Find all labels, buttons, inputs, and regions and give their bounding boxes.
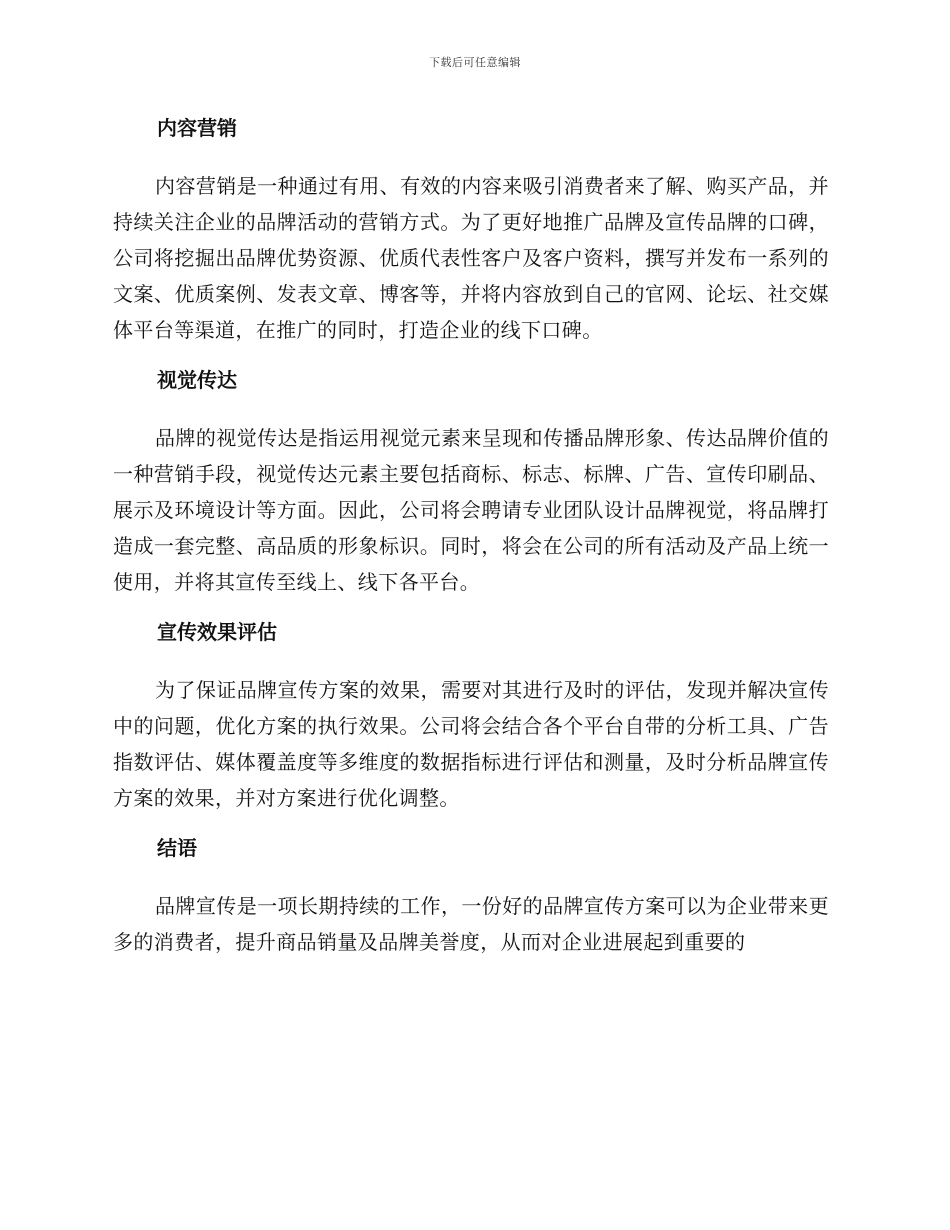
section-paragraph: 品牌宣传是一项长期持续的工作，一份好的品牌宣传方案可以为企业带来更多的消费者，提升商品销量及品牌美誉度，从而对企业进展起到重要的: [113, 894, 829, 954]
section-heading: 内容营销: [157, 116, 237, 140]
section-conclusion: [113, 830, 829, 960]
section-heading: 视觉传达: [157, 368, 237, 392]
page-header-note: 下载后可任意编辑: [429, 56, 521, 69]
section-paragraph: 品牌的视觉传达是指运用视觉元素来呈现和传播品牌形象、传达品牌价值的一种营销手段，视觉传达元素主要包括商标、标志、标牌、广告、宣传印刷品、展示及环境设计等方面。因此，公司将会聘请专业团队设计品牌视觉，将品牌打造成一套完整、高品质的形象标识。同时，将会在公司的所有活动及产品上统一使用，并将其宣传至线上、线下各平台。: [113, 426, 829, 594]
document-content: [113, 110, 829, 960]
section-visual-communication: [113, 362, 829, 600]
section-content-marketing: [113, 110, 829, 348]
section-paragraph: 内容营销是一种通过有用、有效的内容来吸引消费者来了解、购买产品，并持续关注企业的品牌活动的营销方式。为了更好地推广品牌及宣传品牌的口碑，公司将挖掘出品牌优势资源、优质代表性客户及客户资料，撰写并发布一系列的文案、优质案例、发表文章、博客等，并将内容放到自己的官网、论坛、社交媒体平台等渠道，在推广的同时，打造企业的线下口碑。: [113, 174, 829, 342]
section-paragraph: 为了保证品牌宣传方案的效果，需要对其进行及时的评估，发现并解决宣传中的问题，优化方案的执行效果。公司将会结合各个平台自带的分析工具、广告指数评估、媒体覆盖度等多维度的数据指标进行评估和测量，及时分析品牌宣传方案的效果，并对方案进行优化调整。: [113, 678, 829, 810]
section-heading: 宣传效果评估: [157, 620, 277, 644]
section-heading: 结语: [157, 836, 197, 860]
section-effect-evaluation: [113, 614, 829, 816]
